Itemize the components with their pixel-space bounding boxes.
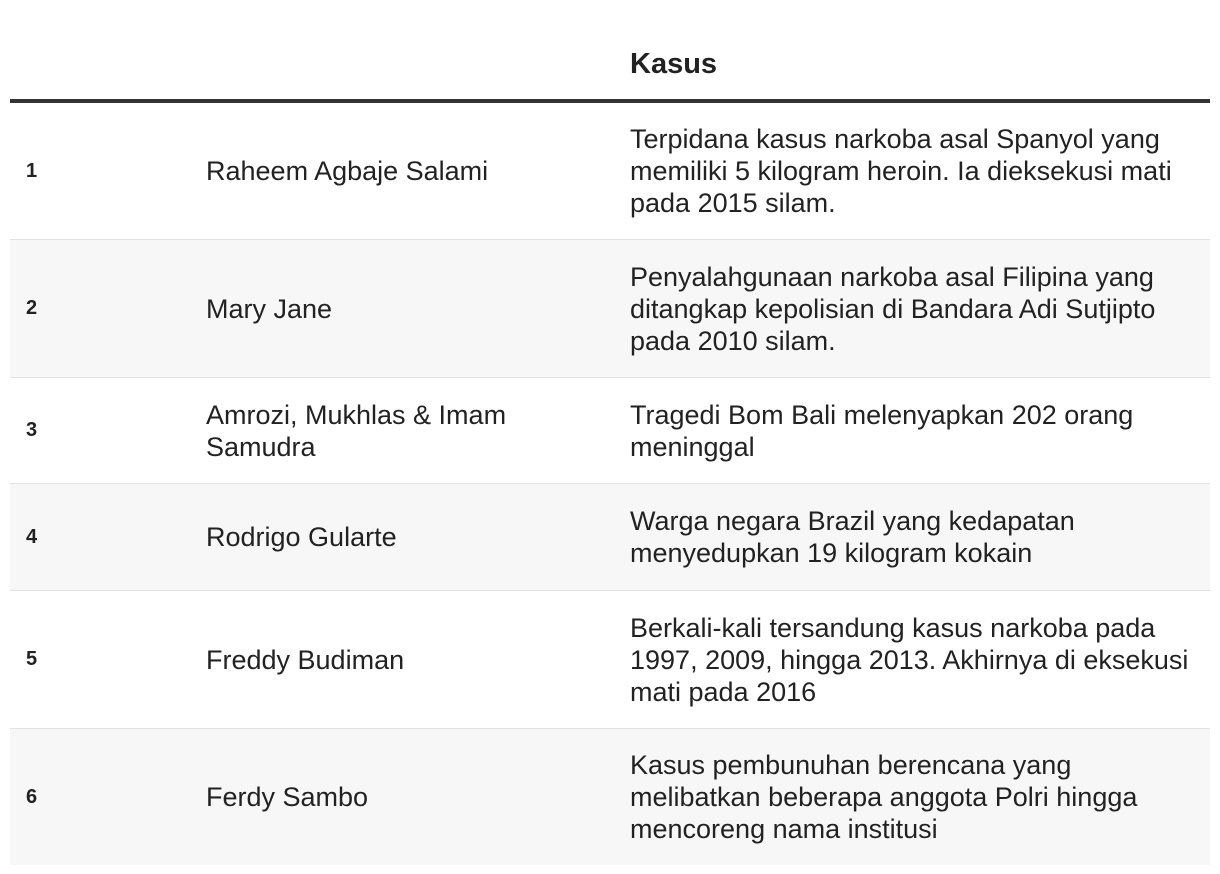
row-kasus: Warga negara Brazil yang kedapatan menyedupkan 19 kilogram kokain: [630, 506, 1075, 568]
table-row: [10, 484, 1210, 591]
row-kasus: Penyalahgunaan narkoba asal Filipina yang ditangkap kepolisian di Bandara Adi Sutjipto pada 2010 silam.: [630, 261, 1156, 356]
row-name: Rodrigo Gularte: [206, 522, 397, 552]
row-number: 4: [26, 525, 38, 548]
row-number: 3: [26, 419, 38, 441]
row-number: 2: [26, 297, 38, 319]
row-kasus: Tragedi Bom Bali melenyapkan 202 orang meninggal: [630, 399, 1134, 462]
row-name: Amrozi, Mukhlas & Imam Samudra: [206, 399, 507, 462]
row-kasus: Terpidana kasus narkoba asal Spanyol yang memiliki 5 kilogram heroin. Ia dieksekusi mati pada 2015 silam.: [630, 124, 1172, 218]
row-name: Raheem Agbaje Salami: [206, 156, 489, 186]
table-row: [10, 103, 1210, 240]
table-header: [10, 0, 1210, 103]
row-number: 5: [26, 648, 38, 670]
row-name: Freddy Budiman: [206, 644, 405, 675]
row-number: 1: [26, 159, 38, 182]
row-name: Ferdy Sambo: [206, 782, 369, 812]
table-row: [10, 591, 1210, 729]
row-name: Mary Jane: [206, 293, 333, 324]
row-number: 6: [26, 785, 38, 808]
table-row: [10, 240, 1210, 378]
table-row: [10, 729, 1210, 865]
table-row: [10, 378, 1210, 484]
row-kasus: Berkali-kali tersandung kasus narkoba pada 1997, 2009, hingga 2013. Akhirnya di eksekusi mati pada 2016: [630, 612, 1189, 707]
data-table: [10, 0, 1210, 865]
row-kasus: Kasus pembunuhan berencana yang melibatkan beberapa anggota Polri hingga mencoreng nama institusi: [630, 750, 1138, 844]
header-kasus: Kasus: [630, 48, 718, 80]
